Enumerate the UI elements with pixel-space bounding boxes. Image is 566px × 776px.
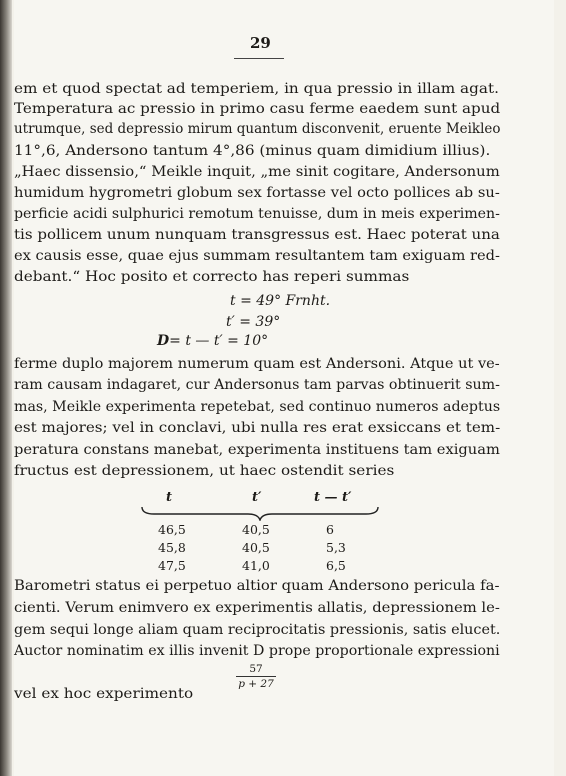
table-cell: 45,8 xyxy=(158,540,186,555)
table-cell: 40,5 xyxy=(242,522,270,537)
text-line: utrumque, sed depressio mirum quantum disconvenit, eruente Meikleo xyxy=(14,121,501,137)
equation-d-rest: = t — t′ = 10° xyxy=(169,333,269,349)
equation-t: t = 49° Frnht. xyxy=(230,293,331,309)
table-cell: 46,5 xyxy=(158,522,186,537)
table-cell: 5,3 xyxy=(326,540,346,555)
table-cell: 41,0 xyxy=(242,558,270,573)
text-line: cienti. Verum enimvero ex experimentis allatis, depressionem le- xyxy=(14,600,500,616)
book-binding-shadow xyxy=(0,0,12,776)
equation-d-symbol: D xyxy=(157,333,170,349)
table-header-difference: t — t′ xyxy=(314,490,352,505)
last-line: vel ex hoc experimento xyxy=(14,686,194,702)
text-line: Temperatura ac pressio in primo casu ferme eaedem sunt apud xyxy=(14,101,501,117)
table-header-t: t xyxy=(166,490,173,505)
text-line: peratura constans manebat, experimenta instituens tam exiguam xyxy=(14,442,500,458)
text-line: gem sequi longe aliam quam reciprocitatis pressionis, satis elucet. xyxy=(14,622,501,638)
header-rule xyxy=(234,58,284,59)
equation-d xyxy=(157,333,268,349)
text-line: ex causis esse, quae ejus summam resultantem tam exiguam red- xyxy=(14,248,500,264)
text-line: est majores; vel in conclavi, ubi nulla res erat exsiccans et tem- xyxy=(14,420,501,436)
text-line: tis pollicem unum nunquam transgressus est. Haec poterat una xyxy=(14,227,500,243)
page-number: 29 xyxy=(250,34,271,52)
text-line: 11°,6, Andersono tantum 4°,86 (minus quam dimidium illius). xyxy=(14,143,491,159)
table-brace xyxy=(140,505,380,521)
text-line: em et quod spectat ad temperiem, in qua pressio in illam agat. xyxy=(14,81,499,97)
text-line: humidum hygrometri globum sex fortasse vel octo pollices ab su- xyxy=(14,185,500,201)
text-line: Barometri status ei perpetuo altior quam Andersono pericula fa- xyxy=(14,578,500,594)
text-line: ram causam indagaret, cur Andersonus tam parvas obtinuerit sum- xyxy=(14,377,501,393)
table-cell: 6,5 xyxy=(326,558,346,573)
text-line: ferme duplo majorem numerum quam est Andersoni. Atque ut ve- xyxy=(14,356,500,372)
fraction-denominator: p + 27 xyxy=(238,678,274,690)
text-line: debant.“ Hoc posito et correcto has reperi summas xyxy=(14,269,410,285)
text-line: Auctor nominatim ex illis invenit D prope proportionale expressioni xyxy=(14,643,500,659)
text-line: perficie acidi sulphurici remotum tenuisse, dum in meis experimen- xyxy=(14,206,500,222)
table-header-t-prime: t′ xyxy=(252,490,262,505)
table-cell: 40,5 xyxy=(242,540,270,555)
text-line: fructus est depressionem, ut haec ostendit series xyxy=(14,463,395,479)
table-cell: 6 xyxy=(326,522,334,537)
text-line: „Haec dissensio,“ Meikle inquit, „me sinit cogitare, Andersonum xyxy=(14,164,500,180)
text-line: mas, Meikle experimenta repetebat, sed continuo numeros adeptus xyxy=(14,399,501,415)
fraction-expression xyxy=(236,663,276,690)
table-cell: 47,5 xyxy=(158,558,186,573)
fraction-numerator: 57 xyxy=(236,663,276,677)
document-page xyxy=(14,0,554,776)
equation-t-prime: t′ = 39° xyxy=(226,314,281,330)
